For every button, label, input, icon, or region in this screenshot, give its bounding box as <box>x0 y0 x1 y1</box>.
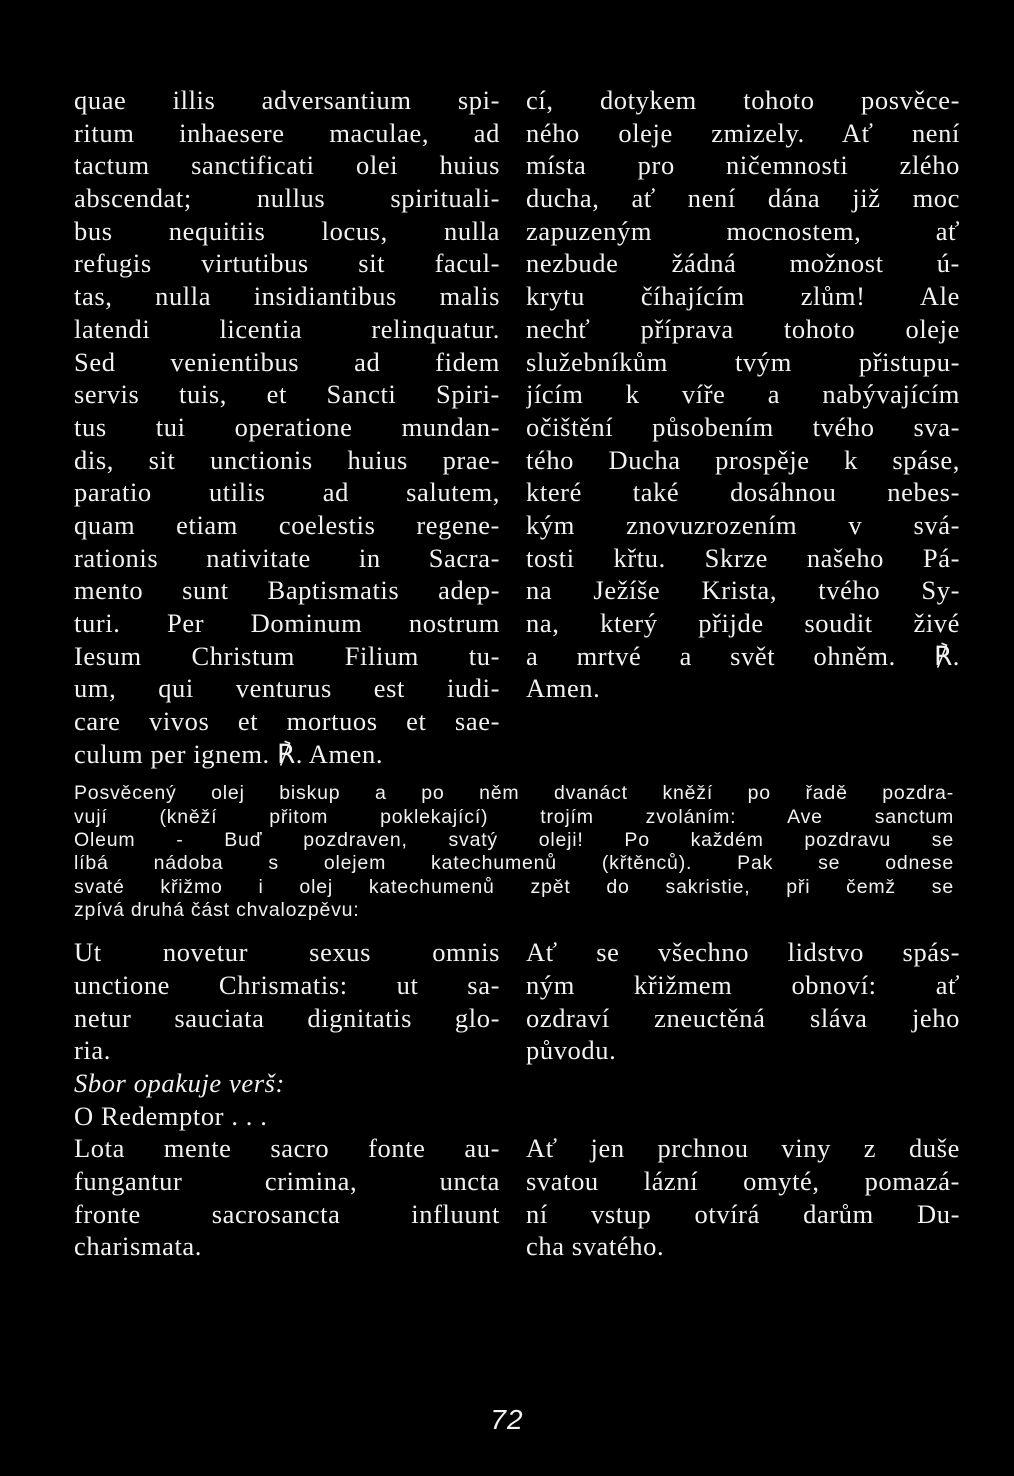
czech-line: ozdraví zneuctěná sláva jeho <box>526 1002 960 1033</box>
latin-line: ria. <box>74 1035 111 1066</box>
czech-line: služebníkům tvým přistupu- <box>526 346 960 377</box>
czech-line: kým znovuzrozením v svá- <box>526 509 960 540</box>
latin-column <box>74 1132 500 1263</box>
czech-line: Ať se všechno lidstvo spás- <box>526 937 960 968</box>
rubric-line: zpívá druhá část chvalozpěvu: <box>74 898 360 921</box>
latin-line: Lota mente sacro fonte au- <box>74 1133 500 1164</box>
latin-line: Iesum Christum Filium tu- <box>74 640 500 671</box>
czech-line: krytu číhajícím zlům! Ale <box>526 281 960 312</box>
latin-line: paratio utilis ad salutem, <box>74 477 500 508</box>
latin-line: ritum inhaesere maculae, ad <box>74 117 500 148</box>
czech-line: jícím k víře a nabývajícím <box>526 379 960 410</box>
hymn-verse-columns-2 <box>74 1132 960 1263</box>
czech-line: očištění působením tvého sva- <box>526 411 960 442</box>
spacer <box>526 1100 960 1133</box>
latin-line: tactum sanctificati olei huius <box>74 150 500 181</box>
czech-line: nechť příprava tohoto oleje <box>526 313 960 344</box>
czech-line: ným křižmem obnoví: ať <box>526 969 960 1000</box>
latin-line: netur sauciata dignitatis glo- <box>74 1002 500 1033</box>
czech-line: ného oleje zmizely. Ať není <box>526 117 960 148</box>
choir-instruction: Sbor opakuje verš: <box>74 1067 285 1098</box>
latin-line: turi. Per Dominum nostrum <box>74 608 500 638</box>
latin-line: culum per ignem. ℟. Amen. <box>74 738 384 769</box>
latin-line: tus tui operatione mundan- <box>74 411 500 442</box>
latin-line: latendi licentia relinquatur. <box>74 313 500 344</box>
latin-line: abscendat; nullus spirituali- <box>74 183 500 214</box>
hymn-verse-columns <box>74 936 960 1132</box>
latin-line: care vivos et mortuos et sae- <box>74 706 500 737</box>
czech-line: tého Ducha prospěje k spáse, <box>526 444 960 475</box>
latin-line: fronte sacrosancta influunt <box>74 1198 500 1229</box>
latin-line: bus nequitiis locus, nulla <box>74 215 500 246</box>
czech-line: na, který přijde soudit živé <box>526 608 960 638</box>
latin-line: tas, nulla insidiantibus malis <box>74 281 500 312</box>
czech-line: na Ježíše Krista, tvého Sy- <box>526 575 960 606</box>
rubric-line: líbá nádoba s olejem katechumenů (křtěnců). Pak se odnese <box>74 852 954 875</box>
czech-line: místa pro ničemnosti zlého <box>526 150 960 181</box>
rubric-line: vují (kněží přitom poklekající) trojím zvoláním: Ave sanctum <box>74 805 954 828</box>
czech-line: cí, dotykem tohoto posvěce- <box>526 85 960 115</box>
latin-column <box>74 936 500 1132</box>
latin-line: mento sunt Baptismatis adep- <box>74 575 500 606</box>
prayer-columns <box>74 84 960 770</box>
czech-line: původu. <box>526 1035 617 1066</box>
latin-line: Ut novetur sexus omnis <box>74 937 500 968</box>
czech-column <box>526 936 960 1132</box>
page-number: 72 <box>490 1404 524 1435</box>
latin-line: dis, sit unctionis huius prae- <box>74 444 500 475</box>
czech-line: svatou lázní omyté, pomazá- <box>526 1166 960 1197</box>
latin-line: refugis virtutibus sit facul- <box>74 248 500 279</box>
latin-line: rationis nativitate in Sacra- <box>74 542 500 573</box>
czech-column <box>526 84 960 770</box>
refrain-line: O Redemptor . . . <box>74 1100 268 1131</box>
czech-line: ducha, ať není dána již moc <box>526 183 960 214</box>
latin-line: quae illis adversantium spi- <box>74 85 500 115</box>
book-page <box>74 84 960 1263</box>
czech-line: a mrtvé a svět ohněm. ℟. <box>526 640 960 671</box>
latin-column <box>74 84 500 770</box>
rubric-instructions <box>74 782 954 922</box>
latin-line: unctione Chrismatis: ut sa- <box>74 969 500 1000</box>
latin-line: um, qui venturus est iudi- <box>74 673 500 704</box>
latin-line: Sed venientibus ad fidem <box>74 346 500 377</box>
latin-line: servis tuis, et Sancti Spiri- <box>74 379 500 410</box>
rubric-line: svaté křižmo i olej katechumenů zpět do sakristie, při čemž se <box>74 875 954 898</box>
czech-line: Amen. <box>526 673 601 704</box>
czech-line: Ať jen prchnou viny z duše <box>526 1133 960 1164</box>
latin-line: quam etiam coelestis regene- <box>74 509 500 540</box>
czech-line: zapuzeným mocnostem, ať <box>526 215 960 246</box>
rubric-line: Posvěcený olej biskup a po něm dvanáct kněží po řadě pozdra- <box>74 782 954 805</box>
spacer <box>526 1067 960 1100</box>
czech-column <box>526 1132 960 1263</box>
czech-line: ní vstup otvírá darům Du- <box>526 1198 960 1229</box>
latin-line: charismata. <box>74 1231 202 1262</box>
czech-line: tosti křtu. Skrze našeho Pá- <box>526 542 960 573</box>
rubric-line: Oleum - Buď pozdraven, svatý oleji! Po každém pozdravu se <box>74 829 954 852</box>
latin-line: fungantur crimina, uncta <box>74 1166 500 1197</box>
czech-line: nezbude žádná možnost ú- <box>526 248 960 279</box>
czech-line: které také dosáhnou nebes- <box>526 477 960 508</box>
czech-line: cha svatého. <box>526 1231 665 1262</box>
